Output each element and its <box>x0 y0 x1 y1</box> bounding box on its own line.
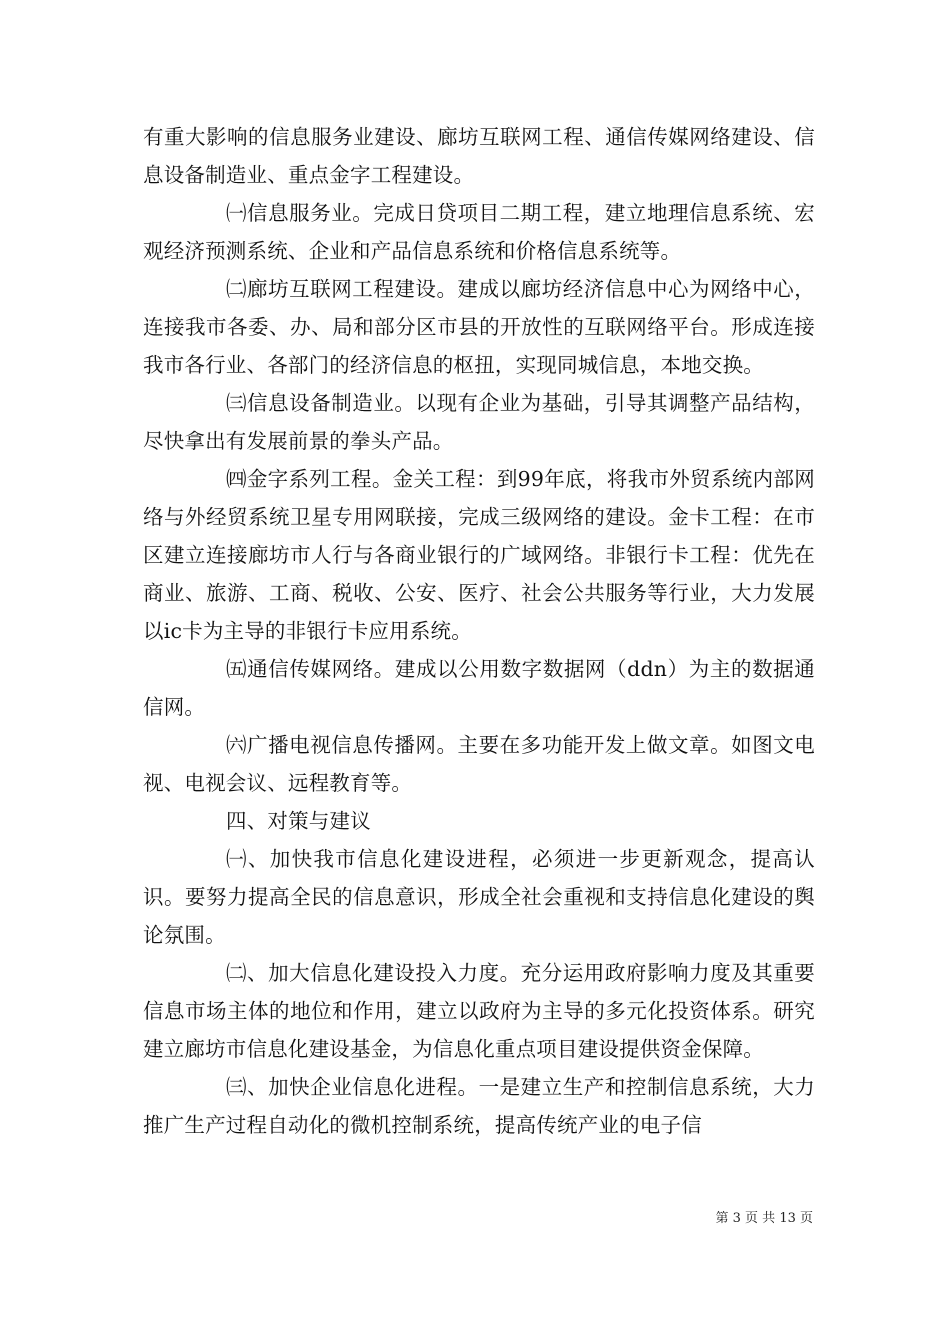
paragraph-2: ㈠信息服务业。完成日贷项目二期工程，建立地理信息系统、宏观经济预测系统、企业和产品信息系统和价格信息系统等。 <box>143 201 815 263</box>
paragraph-1: 有重大影响的信息服务业建设、廊坊互联网工程、通信传媒网络建设、信息设备制造业、重点金字工程建设。 <box>143 125 815 187</box>
paragraph-10: ㈡、加大信息化建设投入力度。充分运用政府影响力度及其重要信息市场主体的地位和作用，建立以政府为主导的多元化投资体系。研究建立廊坊市信息化建设基金，为信息化重点项目建设提供资金保障。 <box>143 961 815 1061</box>
paragraph-11: ㈢、加快企业信息化进程。一是建立生产和控制信息系统，大力推广生产过程自动化的微机控制系统，提高传统产业的电子信 <box>143 1075 815 1137</box>
paragraph-3: ㈡廊坊互联网工程建设。建成以廊坊经济信息中心为网络中心，连接我市各委、办、局和部分区市县的开放性的互联网络平台。形成连接我市各行业、各部门的经济信息的枢扭，实现同城信息，本地交换。 <box>143 277 815 377</box>
paragraph-6: ㈤通信传媒网络。建成以公用数字数据网（ddn）为主的数据通信网。 <box>143 657 815 719</box>
paragraph-9: ㈠、加快我市信息化建设进程，必须进一步更新观念，提高认识。要努力提高全民的信息意识，形成全社会重视和支持信息化建设的舆论氛围。 <box>143 847 815 947</box>
paragraph-5: ㈣金字系列工程。金关工程：到99年底，将我市外贸系统内部网络与外经贸系统卫星专用网联接，完成三级网络的建设。金卡工程：在市区建立连接廊坊市人行与各商业银行的广域网络。非银行卡工程：优先在商业、旅游、工商、税收、公安、医疗、社会公共服务等行业，大力发展以ic卡为主导的非银行卡应用系统。 <box>143 467 815 643</box>
page-number-footer: 第 3 页 共 13 页 <box>715 1211 813 1226</box>
paragraph-7: ㈥广播电视信息传播网。主要在多功能开发上做文章。如图文电视、电视会议、远程教育等。 <box>143 733 815 795</box>
paragraph-4: ㈢信息设备制造业。以现有企业为基础，引导其调整产品结构，尽快拿出有发展前景的拳头产品。 <box>143 391 815 453</box>
section-heading: 四、对策与建议 <box>226 809 371 833</box>
document-body <box>143 118 815 1144</box>
